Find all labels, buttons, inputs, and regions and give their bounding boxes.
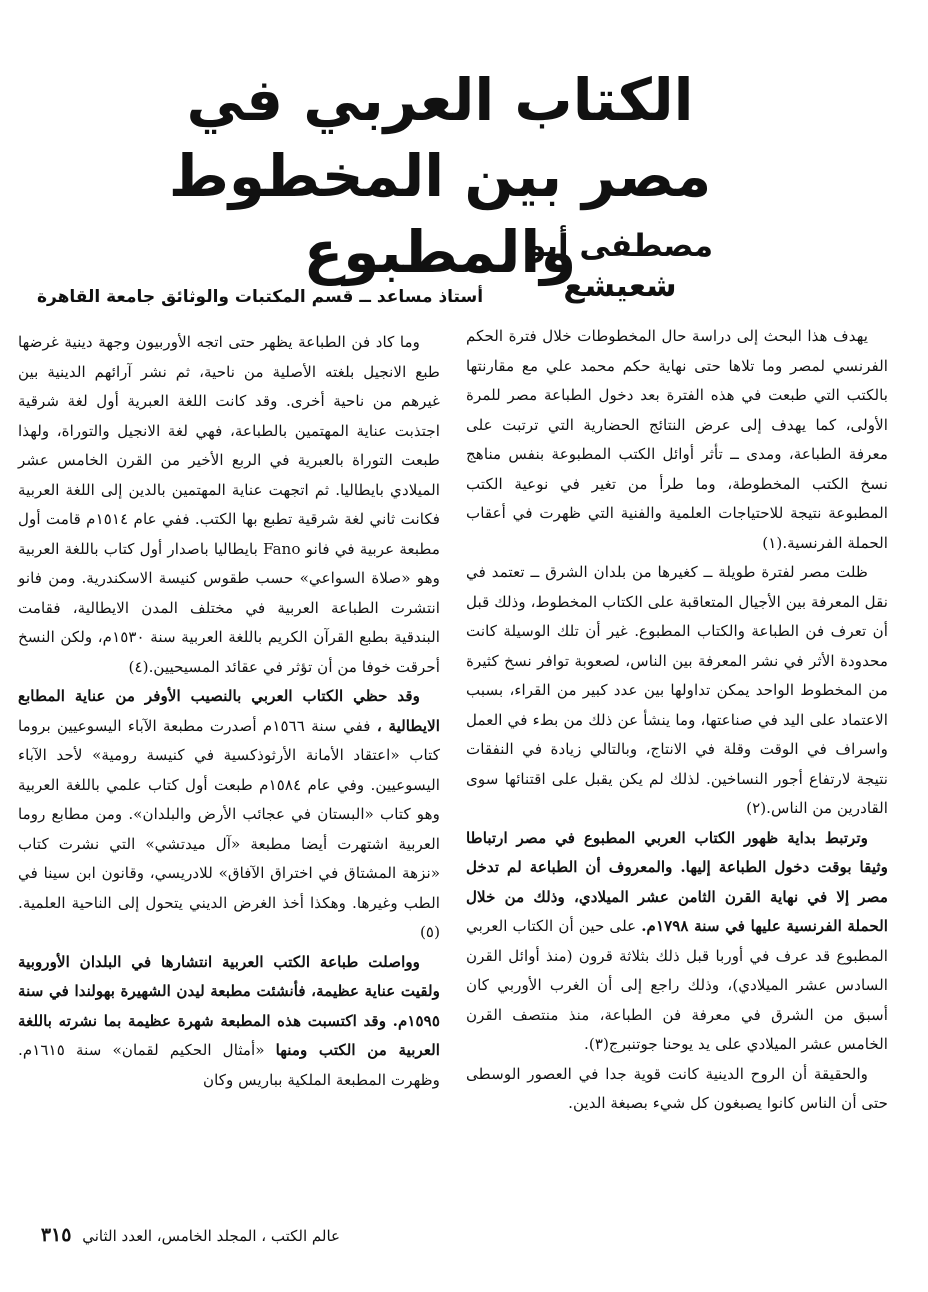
paragraph: يهدف هذا البحث إلى دراسة حال المخطوطات خلال فترة الحكم الفرنسي لمصر وما تلاها حتى نهاية حكم محمد علي مع مقارنتها بالكتب التي طبعت في هذه الفترة بعد دخول الطباعة مصر للمرة الأولى، كما يهدف إلى عرض النتائج الحضارية التي ترتبت على معرفة الطباعة، ومدى ــ تأثر أوائل الكتب المطبوعة بنفس مناهج نسخ الكتب المخطوطة، وما طرأ من تغير في نوعية الكتب المطبوعة نتيجة للاحتياجات العلمية والفنية التي ظهرت في أعقاب الحملة الفرنسية.(١) — [466, 327, 888, 552]
paragraph: والحقيقة أن الروح الدينية كانت قوية جدا في العصور الوسطى حتى أن الناس كانوا يصبغون كل شيء بصبغة الدين. — [466, 1064, 888, 1112]
paragraph — [18, 682, 440, 948]
paragraph-text: على حين أن الكتاب العربي المطبوع قد عرف في أوربا قبل ذلك بثلاثة قرون (منذ أوائل القرن السادس عشر الميلادي)، وذلك راجع إلى أن الغرب الأوربي كان أسبق من الشرق في معرفة فن الطباعة، منذ منتصف القرن الخامس عشر الميلادي على يد يوحنا جوتنبرج(٣). — [466, 917, 888, 1053]
bold-lead-text: وقد حظي الكتاب العربي بالنصيب الأوفر من عناية المطابع الايطالية ، — [18, 687, 440, 735]
article-title: الكتاب العربي في مصر بين المخطوط والمطبوع — [168, 66, 712, 286]
right-column — [466, 322, 888, 1119]
author-affiliation: أستاذ مساعد ــ قسم المكتبات والوثائق جامعة القاهرة — [36, 287, 484, 307]
paragraph — [18, 948, 440, 1096]
paragraph-text: ففي سنة ١٥٦٦م أصدرت مطبعة الآباء اليسوعيين بروما كتاب «اعتقاد الأمانة الأرثوذكسية في كنيسة رومية» لأحد الآباء اليسوعيين. وفي عام ١٥٨٤م طبعت أول كتاب علمي باللغة العربية وهو كتاب «البستان في عجائب الأرض والبلدان». ومن مطابع روما العربية اشتهرت أيضا مطبعة «آل ميدتشي» التي نشرت كتاب «نزهة المشتاق في اختراق الآفاق» للادريسي، وقانون ابن سينا في الطب وغيرها. وهكذا أخذ الغرض الديني يتحول إلى الناحية العلمية.(٥) — [18, 716, 440, 941]
bold-lead-text: وترتبط بداية ظهور الكتاب العربي المطبوع في مصر ارتباطا وثيقا بوقت دخول الطباعة إليها. والمعروف أن الطباعة لم تدخل مصر إلا في نهاية القرن الثامن عشر الميلادي، وذلك من خلال الحملة الفرنسية عليها في سنة ١٧٩٨م. — [466, 828, 888, 935]
left-column — [18, 328, 440, 1095]
bold-lead-text: وواصلت طباعة الكتب العربية انتشارها في البلدان الأوروبية ولقيت عناية عظيمة، فأنشئت مطبعة ليدن الشهيرة بهولندا في سنة ١٥٩٥م. وقد اكتسبت هذه المطبعة شهرة عظيمة بما نشرته باللغة العربية من الكتب ومنها — [18, 952, 440, 1059]
paragraph-text: «أمثال الحكيم لقمان» سنة ١٦١٥م. وظهرت المطبعة الملكية بباريس وكان — [18, 1041, 440, 1089]
journal-citation: عالم الكتب ، المجلد الخامس، العدد الثاني — [82, 1227, 340, 1245]
page-footer — [40, 1222, 340, 1249]
paragraph: ظلت مصر لفترة طويلة ــ كغيرها من بلدان الشرق ــ تعتمد في نقل المعرفة بين الأجيال المتعاقبة على الكتاب المخطوط، وذلك قبل أن تعرف فن الطباعة والكتاب المطبوع. غير أن تلك الوسيلة كانت محدودة الأثر في نشر المعرفة بين الناس، لصعوبة توافر نسخ كثيرة من المخطوط الواحد يمكن تداولها بين عدد كبير من القراء، بسبب الاعتماد على اليد في صناعتها، وما ينشأ عن ذلك من بطء في العمل واسراف في الوقت وقلة في الانتاج، وبالتالي زيادة في النفقات نتيجة لارتفاع أجور النساخين. لذلك لم يكن يقبل على اقتنائها سوى القادرين من الناس.(٢) — [466, 563, 888, 817]
author-name: مصطفى أبو شعيشع — [526, 228, 714, 304]
paragraph — [466, 824, 888, 1060]
page-number: ٣١٥ — [40, 1224, 72, 1246]
paragraph: وما كاد فن الطباعة يظهر حتى اتجه الأوربيون وجهة دينية غرضها طبع الانجيل بلغته الأصلية من ناحية، ثم نشر آرائهم الدينية بين غيرهم من ناحية أخرى. وقد كانت اللغة العبرية أول لغة شرقية اجتذبت عناية المهتمين بالطباعة، فهي لغة الانجيل والتوراة، ولهذا طبعت التوراة بالعبرية في الربع الأخير من القرن الخامس عشر الميلادي بايطاليا. ثم اتجهت عناية المهتمين بالدين إلى اللغة العربية فكانت ثاني لغة شرقية تطبع بها الكتب. ففي عام ١٥١٤م قامت أول مطبعة عربية في فانو Fano بايطاليا باصدار أول كتاب باللغة العربية وهو «صلاة السواعي» حسب طقوس كنيسة الاسكندرية. ومن فانو انتشرت الطباعة العربية في مختلف المدن الايطالية، فقامت البندقية بطبع القرآن الكريم باللغة العربية سنة ١٥٣٠م، ولكن النسخ أحرقت خوفا من أن تؤثر في عقائد المسيحيين.(٤) — [18, 333, 440, 676]
